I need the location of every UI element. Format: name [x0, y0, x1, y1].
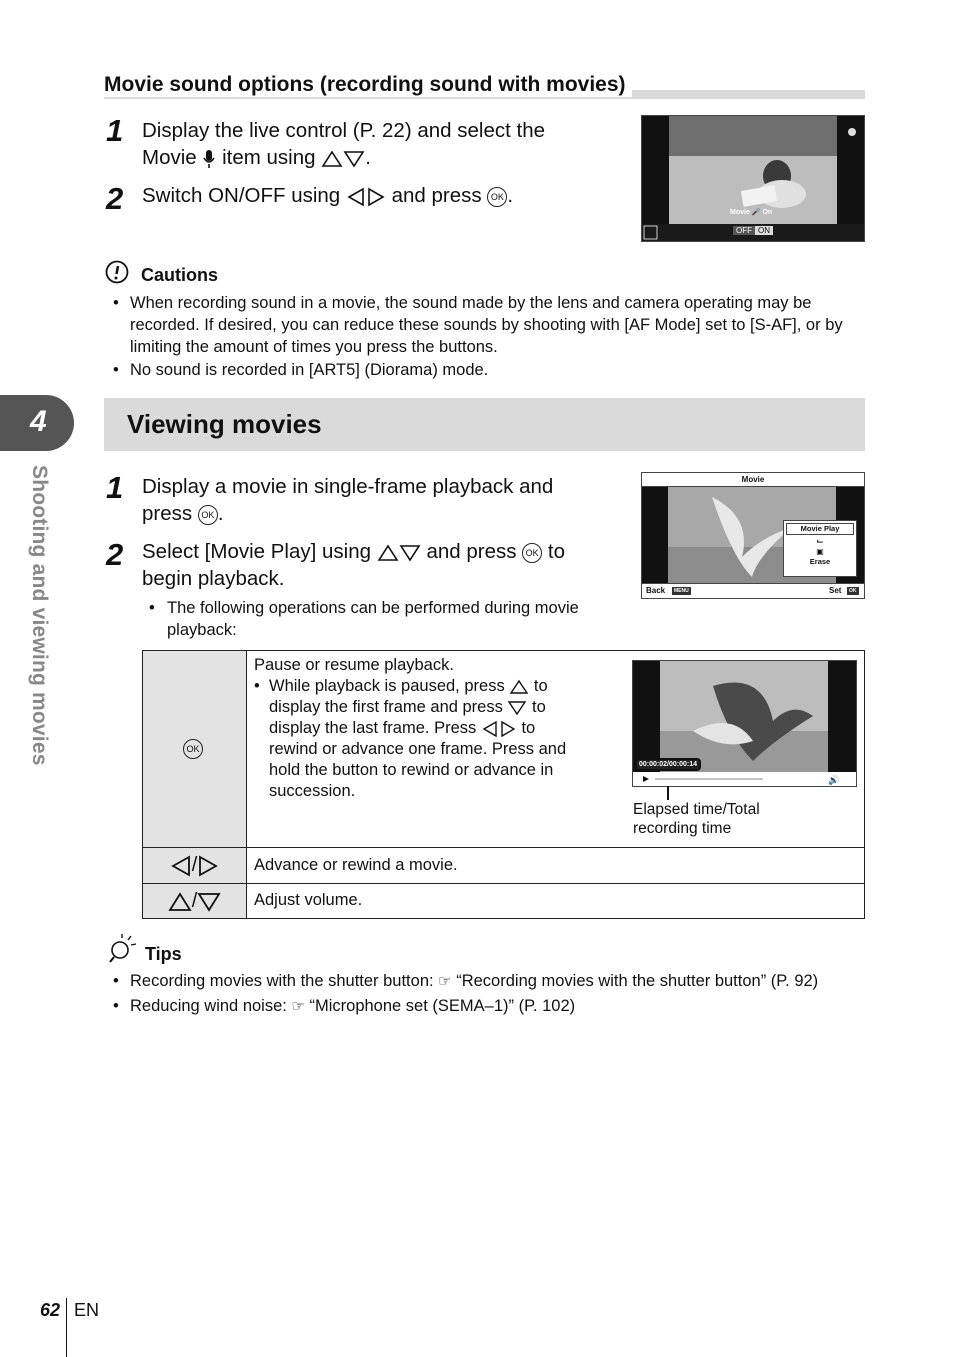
cautions-title: Cautions — [141, 265, 219, 285]
movie-menu-panel — [783, 520, 857, 577]
step-number: 2 — [106, 181, 124, 216]
step-text — [142, 117, 612, 171]
step-line: Display the live control (P. 22) and select the — [142, 119, 546, 142]
ok-button-icon: OK — [198, 505, 218, 525]
right-arrow-icon — [366, 187, 386, 207]
table-key-cell — [143, 848, 247, 883]
table-divider — [143, 883, 864, 884]
caption-line: recording time — [633, 820, 732, 837]
footer-divider — [66, 1298, 67, 1357]
step-number: 2 — [106, 537, 124, 572]
down-arrow-icon — [399, 544, 421, 562]
back-label: Back — [646, 586, 666, 595]
slash: / — [191, 854, 198, 876]
step-word: and press — [426, 540, 517, 563]
tips-title: Tips — [145, 944, 182, 964]
table-divider — [143, 847, 864, 848]
right-arrow-icon — [197, 855, 219, 877]
step-line — [142, 538, 632, 565]
slash: / — [191, 890, 198, 912]
chapter-number: 4 — [30, 405, 47, 438]
step-word: item using — [222, 146, 316, 169]
step-word: and press — [391, 184, 482, 207]
cautions-list — [113, 292, 863, 381]
step-line: Display a movie in single-frame playback and — [142, 475, 554, 498]
callout-line — [667, 786, 669, 800]
table-key-cell — [143, 884, 247, 918]
microphone-icon — [202, 149, 216, 169]
elapsed-time-caption — [633, 800, 760, 838]
down-arrow-icon — [343, 150, 365, 168]
left-arrow-icon — [346, 187, 366, 207]
section-title-movie-sound: Movie sound options (recording sound with movies) — [104, 73, 632, 97]
screen-off-option: OFF — [733, 226, 755, 235]
language-label: EN — [74, 1300, 100, 1320]
elapsed-time-readout: 00:00:02/00:00:14 — [635, 758, 701, 771]
caution-icon — [105, 260, 129, 284]
ok-key-icon: OK — [849, 588, 857, 594]
svg-text:🔊: 🔊 — [828, 776, 840, 786]
row1-bullet: • While playback is paused, press to display the first frame and press to display the last frame. Press to rewind or advance one frame. Press and hold the button to rewind or advance in succession. — [254, 677, 567, 800]
table-row2-text: Advance or rewind a movie. — [254, 856, 458, 874]
ok-button-icon: OK — [487, 187, 507, 207]
down-arrow-icon — [197, 892, 221, 912]
step-text — [142, 473, 622, 527]
tips-lightbulb-icon — [106, 934, 138, 964]
left-arrow-icon — [170, 855, 192, 877]
down-arrow-icon — [507, 700, 527, 716]
chapter-label: Shooting and viewing movies — [28, 465, 51, 766]
menu-item-erase[interactable]: Erase — [809, 557, 831, 566]
ok-button-icon: OK — [183, 739, 203, 759]
up-arrow-icon — [509, 679, 529, 695]
left-arrow-icon — [481, 720, 499, 738]
protect-icon: ⌙ — [816, 536, 824, 546]
tip-item: • Recording movies with the shutter button: ☞ “Recording movies with the shutter button” (P. 92) — [113, 972, 819, 990]
up-arrow-icon — [321, 150, 343, 168]
screen-overlay-label: Movie 🎤 On — [730, 209, 773, 216]
menu-header: Movie — [642, 473, 864, 487]
step-line: press OK . — [142, 502, 224, 525]
step-number: 1 — [106, 113, 124, 148]
tip-item: • Reducing wind noise: ☞ “Microphone set (SEMA–1)” (P. 102) — [113, 997, 576, 1015]
up-arrow-icon — [377, 544, 399, 562]
up-arrow-icon — [168, 892, 192, 912]
set-label: Set — [829, 586, 842, 595]
camera-screen-live-control — [641, 115, 865, 242]
step-word: Movie — [142, 146, 197, 169]
step-word: to — [547, 540, 565, 563]
camera-screen-movie-menu — [641, 472, 865, 599]
step-word: Switch ON/OFF using — [142, 184, 341, 207]
menu-item-movie-play[interactable]: Movie Play — [786, 523, 854, 535]
screen-on-option: ON — [755, 226, 773, 235]
table-row1-text — [254, 655, 614, 802]
table-key-cell — [143, 651, 247, 847]
rotate-icon: ▣ — [816, 547, 824, 556]
step-line: Movie item using . — [142, 146, 371, 169]
step-line: begin playback. — [142, 567, 285, 590]
reference-hand-icon: ☞ — [438, 973, 452, 990]
sub-bullet: • The following operations can be performed during movie playback: — [149, 599, 579, 639]
caution-item: • No sound is recorded in [ART5] (Diorama) mode. — [113, 361, 489, 379]
page-number: 62 — [40, 1300, 61, 1320]
row1-main: Pause or resume playback. — [254, 656, 454, 674]
caption-line: Elapsed time/Total — [633, 801, 760, 818]
step-word: Select [Movie Play] using — [142, 540, 372, 563]
caution-item: • When recording sound in a movie, the sound made by the lens and camera operating may be recorded. If desired, you can reduce these sounds by shooting with [AF Mode] set to [S-AF], or by limiting the amount of times you press the buttons. — [113, 294, 843, 356]
reference-hand-icon: ☞ — [291, 998, 305, 1015]
menu-key-icon: MENU — [674, 588, 689, 594]
step-word: press — [142, 502, 193, 525]
menu-footer — [642, 583, 864, 599]
step-number: 1 — [106, 470, 124, 505]
tips-list — [113, 970, 865, 1018]
section-title-viewing-movies: Viewing movies — [127, 409, 322, 439]
step-text — [142, 538, 632, 592]
table-row3-text: Adjust volume. — [254, 891, 363, 909]
playback-screen — [632, 660, 857, 787]
live-control-image — [642, 116, 864, 241]
step-text: Switch ON/OFF using and press OK . — [142, 184, 514, 207]
operations-table — [142, 650, 865, 919]
right-arrow-icon — [499, 720, 517, 738]
ok-button-icon: OK — [522, 543, 542, 563]
